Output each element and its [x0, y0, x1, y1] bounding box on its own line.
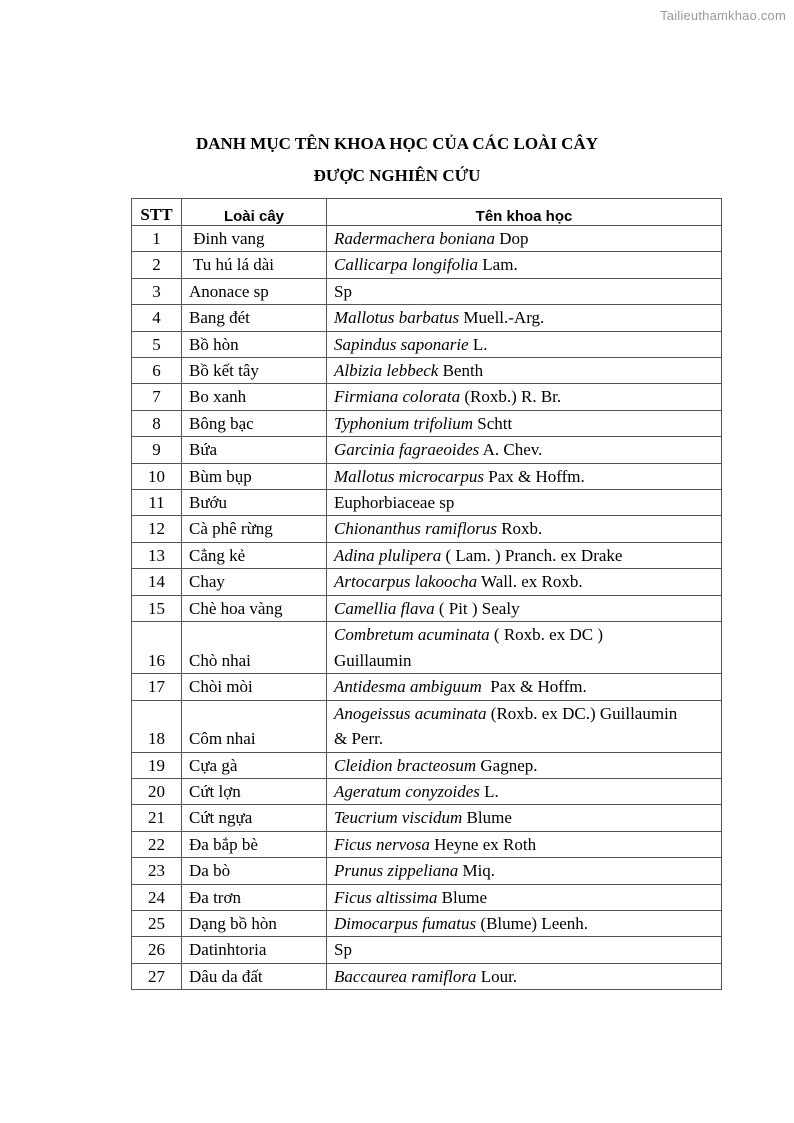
row-common-name: Chè hoa vàng — [182, 595, 327, 621]
row-stt: 25 — [132, 910, 182, 936]
row-scientific-name — [327, 805, 722, 831]
table-row — [132, 490, 722, 516]
page-title: DANH MỤC TÊN KHOA HỌC CỦA CÁC LOÀI CÂY — [195, 134, 599, 153]
row-common-name: Bướu — [182, 490, 327, 516]
row-common-name: Dạng bồ hòn — [182, 910, 327, 936]
table-row — [132, 278, 722, 304]
species-binomial: Dimocarpus fumatus — [334, 913, 477, 933]
species-binomial: Cleidion bracteosum — [334, 755, 477, 775]
species-binomial: Sapindus saponarie — [334, 334, 469, 354]
row-common-name: Dâu da đất — [182, 963, 327, 989]
page-subtitle: ĐƯỢC NGHIÊN CỨU — [313, 166, 481, 185]
row-scientific-name — [327, 226, 722, 252]
row-scientific-name — [327, 516, 722, 542]
species-authority: Benth — [438, 361, 484, 381]
table-row — [132, 252, 722, 278]
watermark-text: Tailieuthamkhao.com — [660, 8, 786, 23]
species-authority: Miq. — [458, 861, 496, 881]
scientific-name-line — [334, 967, 517, 986]
row-common-name: Cứt lợn — [182, 778, 327, 804]
row-scientific-name — [327, 278, 722, 304]
scientific-name-line — [334, 255, 518, 274]
row-common-name: Datinhtoria — [182, 937, 327, 963]
scientific-name-line — [334, 808, 512, 827]
row-scientific-name — [327, 963, 722, 989]
species-authority: A. Chev. — [479, 440, 543, 460]
species-binomial: Mallotus barbatus — [334, 308, 460, 328]
row-common-name: Bùm bụp — [182, 463, 327, 489]
species-authority: Roxb. — [496, 519, 543, 539]
scientific-name-line — [334, 861, 495, 880]
row-scientific-name — [327, 410, 722, 436]
table-row — [132, 752, 722, 778]
scientific-name-line — [334, 888, 487, 907]
row-common-name: Chay — [182, 569, 327, 595]
species-authority: Lam. — [478, 255, 518, 275]
row-stt: 13 — [132, 542, 182, 568]
row-scientific-name — [327, 463, 722, 489]
row-scientific-name — [327, 884, 722, 910]
table-row — [132, 463, 722, 489]
table-row — [132, 226, 722, 252]
species-binomial: Combretum acuminata — [334, 625, 490, 645]
scientific-name-line — [334, 782, 499, 801]
row-stt: 5 — [132, 331, 182, 357]
row-common-name: Da bò — [182, 858, 327, 884]
table-row — [132, 331, 722, 357]
row-stt: 7 — [132, 384, 182, 410]
species-binomial: Prunus zippeliana — [334, 861, 459, 881]
row-common-name: Cứt ngựa — [182, 805, 327, 831]
scientific-name-line — [334, 940, 352, 959]
row-scientific-name — [327, 700, 722, 752]
row-stt: 2 — [132, 252, 182, 278]
table-row — [132, 858, 722, 884]
row-stt: 8 — [132, 410, 182, 436]
scientific-name-line — [334, 622, 714, 647]
header-common-name: Loài cây — [182, 199, 327, 226]
table-row — [132, 622, 722, 674]
species-binomial: Ageratum conyzoides — [334, 781, 480, 801]
species-authority: ( Pit ) Sealy — [434, 598, 520, 618]
species-authority: L. — [479, 781, 499, 801]
species-authority: Muell.-Arg. — [459, 308, 545, 328]
row-common-name: Bông bạc — [182, 410, 327, 436]
species-authority: ( Lam. ) Pranch. ex Drake — [441, 545, 623, 565]
species-binomial: Ficus nervosa — [334, 834, 430, 854]
row-common-name: Bồ kết tây — [182, 358, 327, 384]
row-stt: 15 — [132, 595, 182, 621]
species-authority: Blume — [462, 808, 512, 828]
species-binomial: Garcinia fagraeoides — [334, 440, 480, 460]
row-common-name: Cựa gà — [182, 752, 327, 778]
row-common-name: Cà phê rừng — [182, 516, 327, 542]
row-common-name: Tu hú lá dài — [182, 252, 327, 278]
scientific-name-line — [334, 229, 529, 248]
row-scientific-name — [327, 858, 722, 884]
row-scientific-name — [327, 305, 722, 331]
row-common-name: Bồ hòn — [182, 331, 327, 357]
species-binomial: Artocarpus lakoocha — [334, 572, 478, 592]
row-scientific-name — [327, 778, 722, 804]
species-authority: ( Roxb. ex DC ) — [489, 625, 603, 645]
row-scientific-name — [327, 331, 722, 357]
scientific-name-line — [334, 282, 352, 301]
row-stt: 10 — [132, 463, 182, 489]
row-common-name: Đa bắp bè — [182, 831, 327, 857]
row-scientific-name — [327, 384, 722, 410]
species-authority: & Perr. — [334, 729, 384, 749]
table-row — [132, 910, 722, 936]
row-common-name: Đa trơn — [182, 884, 327, 910]
scientific-name-line — [334, 726, 714, 751]
row-scientific-name — [327, 831, 722, 857]
row-stt: 27 — [132, 963, 182, 989]
species-authority: Dop — [495, 229, 529, 248]
species-authority: Guillaumin — [334, 650, 412, 670]
row-stt: 11 — [132, 490, 182, 516]
species-authority: Pax & Hoffm. — [481, 677, 587, 697]
scientific-name-line — [334, 493, 454, 512]
scientific-name-line — [334, 440, 542, 459]
row-stt: 23 — [132, 858, 182, 884]
table-row — [132, 305, 722, 331]
row-common-name: Anonace sp — [182, 278, 327, 304]
scientific-name-line — [334, 414, 512, 433]
row-stt: 14 — [132, 569, 182, 595]
scientific-name-line — [334, 756, 538, 775]
scientific-name-line — [334, 701, 714, 726]
species-binomial: Anogeissus acuminata — [334, 703, 487, 723]
row-stt: 22 — [132, 831, 182, 857]
row-common-name: Cẳng kẻ — [182, 542, 327, 568]
scientific-name-line — [334, 519, 542, 538]
species-authority: (Roxb. ex DC.) Guillaumin — [486, 703, 678, 723]
row-common-name: Bang đét — [182, 305, 327, 331]
species-binomial: Camellia flava — [334, 598, 435, 618]
scientific-name-line — [334, 387, 561, 406]
scientific-name-line — [334, 308, 544, 327]
species-table-body — [132, 226, 722, 990]
species-authority: Heyne ex Roth — [429, 834, 537, 854]
species-binomial: Antidesma ambiguum — [334, 677, 482, 697]
row-stt: 3 — [132, 278, 182, 304]
species-binomial: Firmiana colorata — [334, 387, 461, 407]
row-common-name: Chòi mòi — [182, 674, 327, 700]
species-table — [131, 198, 722, 990]
row-scientific-name — [327, 569, 722, 595]
row-stt: 17 — [132, 674, 182, 700]
row-stt: 18 — [132, 700, 182, 752]
row-scientific-name — [327, 542, 722, 568]
row-common-name: Chò nhai — [182, 622, 327, 674]
table-row — [132, 805, 722, 831]
species-binomial: Callicarpa longifolia — [334, 255, 479, 275]
header-stt: STT — [132, 199, 182, 226]
table-row — [132, 437, 722, 463]
table-row — [132, 884, 722, 910]
table-row — [132, 778, 722, 804]
table-row — [132, 963, 722, 989]
species-authority: Wall. ex Roxb. — [477, 572, 583, 592]
row-stt: 4 — [132, 305, 182, 331]
scientific-name-line — [334, 572, 583, 591]
row-scientific-name — [327, 622, 722, 674]
species-authority: (Blume) Leenh. — [476, 913, 589, 933]
row-stt: 26 — [132, 937, 182, 963]
species-authority: Sp — [334, 940, 352, 960]
row-common-name: Bo xanh — [182, 384, 327, 410]
species-authority: Gagnep. — [476, 755, 538, 775]
species-binomial: Albizia lebbeck — [334, 361, 439, 381]
scientific-name-line — [334, 361, 483, 380]
row-stt: 21 — [132, 805, 182, 831]
table-row — [132, 410, 722, 436]
row-stt: 12 — [132, 516, 182, 542]
table-row — [132, 674, 722, 700]
scientific-name-line — [334, 546, 622, 565]
species-binomial: Chionanthus ramiflorus — [334, 519, 497, 539]
row-scientific-name — [327, 490, 722, 516]
scientific-name-line — [334, 648, 714, 673]
table-row — [132, 937, 722, 963]
scientific-name-line — [334, 677, 587, 696]
table-row — [132, 595, 722, 621]
row-scientific-name — [327, 595, 722, 621]
row-stt: 1 — [132, 226, 182, 252]
row-scientific-name — [327, 437, 722, 463]
row-stt: 6 — [132, 358, 182, 384]
species-authority: Schtt — [473, 413, 513, 433]
scientific-name-line — [334, 335, 487, 354]
species-authority: Sp — [334, 281, 352, 301]
row-scientific-name — [327, 937, 722, 963]
row-stt: 24 — [132, 884, 182, 910]
species-binomial: Baccaurea ramiflora — [334, 966, 477, 986]
row-scientific-name — [327, 674, 722, 700]
scientific-name-line — [334, 467, 585, 486]
table-row — [132, 569, 722, 595]
scientific-name-line — [334, 914, 588, 933]
row-stt: 20 — [132, 778, 182, 804]
table-row — [132, 358, 722, 384]
species-authority: (Roxb.) R. Br. — [460, 387, 562, 407]
species-authority: Blume — [437, 887, 488, 907]
row-stt: 9 — [132, 437, 182, 463]
table-row — [132, 516, 722, 542]
scientific-name-line — [334, 835, 536, 854]
row-stt: 16 — [132, 622, 182, 674]
species-binomial: Adina plulipera — [334, 545, 442, 565]
row-common-name: Bứa — [182, 437, 327, 463]
table-row — [132, 700, 722, 752]
species-binomial: Ficus altissima — [334, 887, 438, 907]
species-binomial: Teucrium viscidum — [334, 808, 463, 828]
row-scientific-name — [327, 252, 722, 278]
species-authority: Euphorbiaceae sp — [334, 493, 455, 513]
table-row — [132, 831, 722, 857]
species-binomial: Typhonium trifolium — [334, 413, 473, 433]
row-common-name: Đinh vang — [182, 226, 327, 252]
species-authority: L. — [468, 334, 488, 354]
species-authority: Lour. — [476, 966, 518, 986]
row-scientific-name — [327, 752, 722, 778]
row-stt: 19 — [132, 752, 182, 778]
scientific-name-line — [334, 599, 520, 618]
table-row — [132, 542, 722, 568]
row-common-name: Côm nhai — [182, 700, 327, 752]
row-scientific-name — [327, 358, 722, 384]
row-scientific-name — [327, 910, 722, 936]
species-binomial: Mallotus microcarpus — [334, 466, 485, 486]
table-header-row — [132, 199, 722, 226]
species-binomial: Radermachera boniana — [334, 229, 496, 248]
species-authority: Pax & Hoffm. — [484, 466, 585, 486]
header-scientific-name: Tên khoa học — [327, 199, 722, 226]
table-row — [132, 384, 722, 410]
